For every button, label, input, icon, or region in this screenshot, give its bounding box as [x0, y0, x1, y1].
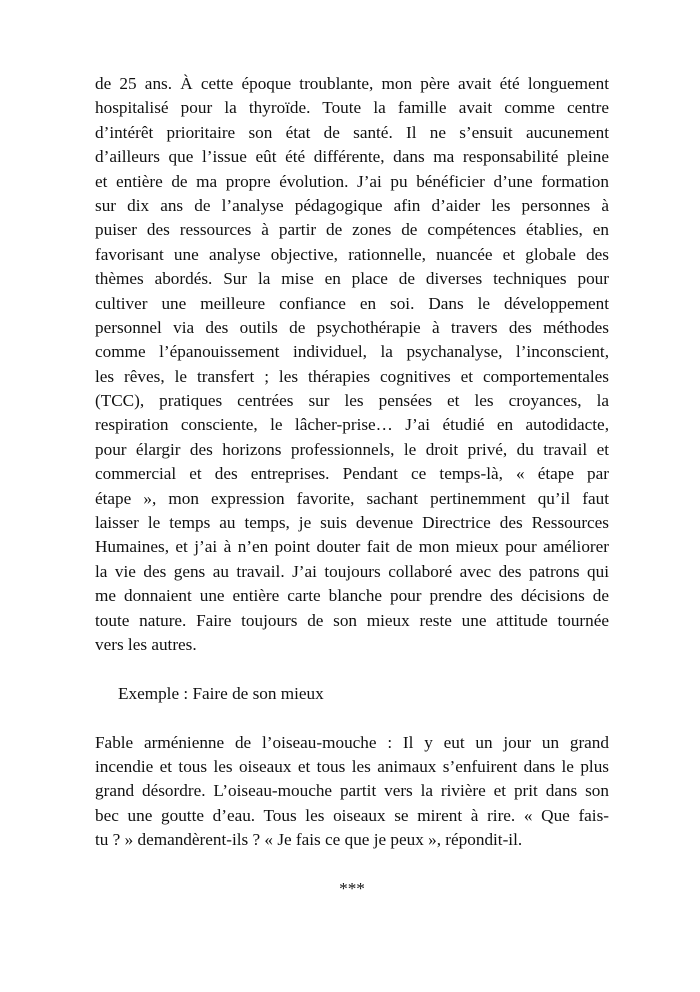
text-line: sur dix ans de l’analyse pédagogique afin d’aider les personnes à — [95, 195, 609, 215]
document-page — [95, 72, 609, 901]
text-line: la vie des gens au travail. J’ai toujours collaboré avec des patrons qui — [95, 561, 609, 581]
text-line: étape », mon expression favorite, sachant pertinemment qu’il faut — [95, 488, 609, 508]
text-line: incendie et tous les oiseaux et tous les animaux s’enfuirent dans le plus — [95, 756, 609, 776]
section-separator: *** — [339, 878, 365, 898]
text-line: de 25 ans. À cette époque troublante, mon père avait été longuement — [95, 74, 609, 93]
text-line: les rêves, le transfert ; les thérapies cognitives et comportementales — [95, 366, 609, 386]
text-line: grand désordre. L’oiseau-mouche partit vers la rivière et prit dans son — [95, 781, 609, 801]
text-line: pour élargir des horizons professionnels, le droit privé, du travail et — [95, 439, 609, 459]
text-line: toute nature. Faire toujours de son mieux reste une attitude tournée — [95, 610, 609, 630]
text-line: favorisant une analyse objective, rationnelle, nuancée et globale des — [95, 244, 609, 264]
text-line: bec une goutte d’eau. Tous les oiseaux se mirent à rire. « Que fais- — [95, 805, 609, 825]
text-line: respiration consciente, le lâcher-prise… J’ai étudié en autodidacte, — [95, 415, 609, 435]
text-line: puiser des ressources à partir de zones de compétences établies, en — [95, 220, 609, 240]
text-line: d’ailleurs que l’issue eût été différente, dans ma responsabilité pleine — [95, 147, 609, 167]
paragraph-2 — [95, 731, 609, 853]
text-line: Fable arménienne de l’oiseau-mouche : Il y eut un jour un grand — [95, 732, 609, 752]
text-line: thèmes abordés. Sur la mise en place de diverses techniques pour — [95, 269, 609, 289]
paragraph-1 — [95, 72, 609, 657]
text-line: Humaines, et j’ai à n’en point douter fait de mon mieux pour améliorer — [95, 537, 609, 557]
text-line: commercial et des entreprises. Pendant ce temps-là, « étape par — [95, 464, 609, 484]
text-line: me donnaient une entière carte blanche pour prendre des décisions de — [95, 586, 609, 606]
text-line: personnel via des outils de psychothérapie à travers des méthodes — [95, 317, 609, 337]
text-line: hospitalisé pour la thyroïde. Toute la famille avait comme centre — [95, 98, 609, 118]
text-line: d’intérêt prioritaire son état de santé. Il ne s’ensuit aucunement — [95, 122, 609, 142]
text-line: cultiver une meilleure confiance en soi. Dans le développement — [95, 293, 609, 313]
section-heading: Exemple : Faire de son mieux — [118, 683, 324, 703]
text-line: comme l’épanouissement individuel, la psychanalyse, l’inconscient, — [95, 342, 609, 362]
text-line: tu ? » demandèrent-ils ? « Je fais ce que je peux », répondit-il. — [95, 830, 523, 850]
text-line: vers les autres. — [95, 634, 197, 654]
text-line: laisser le temps au temps, je suis devenue Directrice des Ressources — [95, 513, 609, 533]
text-line: (TCC), pratiques centrées sur les pensées et les croyances, la — [95, 391, 609, 411]
text-line: et entière de ma propre évolution. J’ai pu bénéficier d’une formation — [95, 171, 609, 191]
